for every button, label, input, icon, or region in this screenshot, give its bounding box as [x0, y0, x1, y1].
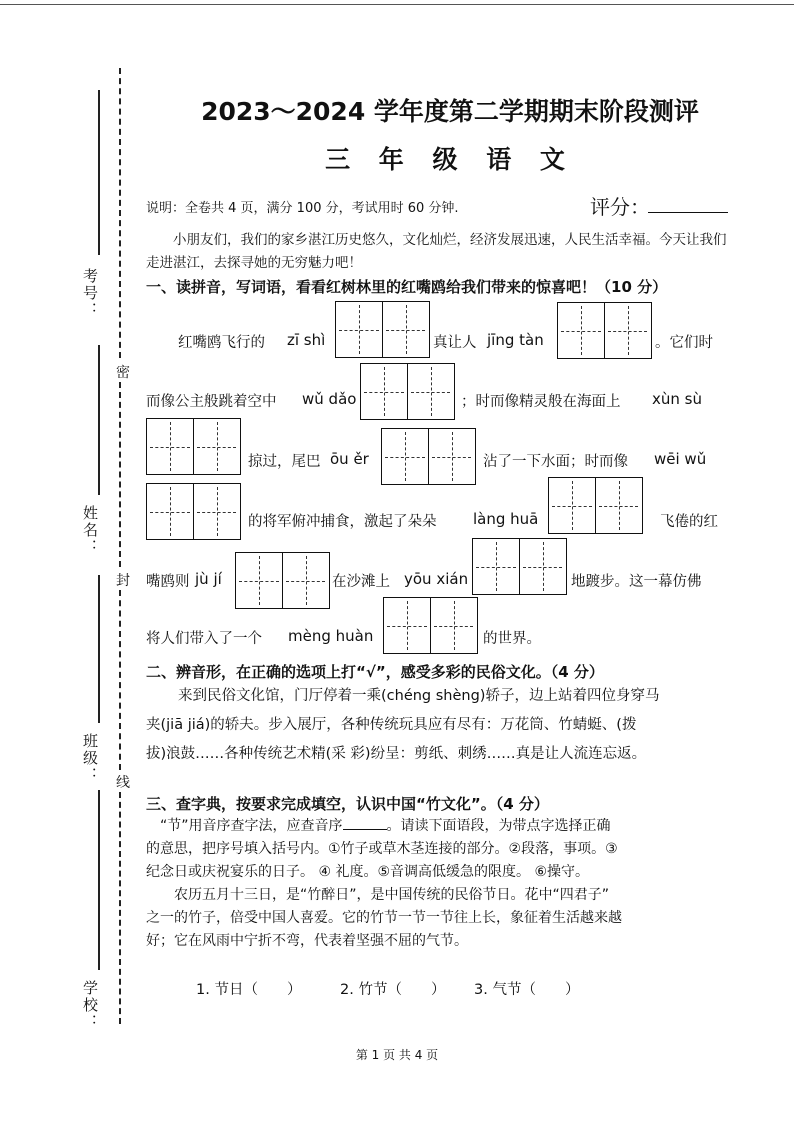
binding-line-school: [98, 790, 100, 970]
s1-text-6: 掠过，尾巴: [248, 454, 321, 470]
pinyin-jing-tan: jīng tàn: [487, 331, 544, 349]
seal-line-lower: [119, 590, 121, 770]
pinyin-ou-er: ōu ěr: [330, 450, 369, 468]
question-2[interactable]: 2. 竹节（ ）: [340, 982, 446, 998]
answer-box-lang-hua[interactable]: [548, 477, 643, 534]
exam-subtitle: 三 年 级 语 文: [325, 145, 575, 174]
seal-line-bottom: [119, 792, 121, 1024]
s1-text-13: 将人们带入了一个: [146, 631, 262, 647]
s3-line-2: 的意思，把序号填入括号内。①竹子或草木茎连接的部分。②段落，事项。③: [146, 841, 618, 857]
s1-text-9: 飞倦的红: [660, 514, 718, 530]
s1-text-8: 的将军俯冲捕食，激起了朵朵: [248, 514, 437, 530]
answer-box-ou-er[interactable]: [381, 428, 476, 485]
exam-title: 2023～2024 学年度第二学期期末阶段测评: [201, 97, 699, 126]
answer-box-xun-su[interactable]: [146, 418, 241, 475]
section1-heading: 一、读拼音，写词语，看看红树林里的红嘴鸥给我们带来的惊喜吧！（10 分）: [146, 278, 668, 296]
s1-text-7: 沾了一下水面；时而像: [483, 454, 628, 470]
pinyin-you-xian: yōu xián: [404, 570, 469, 588]
intro-paragraph: 小朋友们，我们的家乡湛江历史悠久，文化灿烂，经济发展迅速，人民生活幸福。今天让我们走进湛江，去探寻她的无穷魅力吧！: [146, 232, 727, 271]
binding-line-name: [98, 345, 100, 495]
pinyin-lang-hua: làng huā: [473, 510, 539, 528]
pinyin-ju-ji: jù jí: [195, 570, 222, 588]
exam-instructions: 说明：全卷共 4 页，满分 100 分，考试用时 60 分钟.: [146, 201, 459, 216]
s1-text-1: 红嘴鸥飞行的: [178, 335, 265, 351]
s1-text-3: 。它们时: [655, 335, 713, 351]
score-label: 评分：: [590, 195, 650, 219]
seal-mark-xian: 线: [116, 775, 130, 791]
answer-box-wei-wu[interactable]: [146, 483, 241, 540]
section3-heading: 三、查字典，按要求完成填空，认识中国“竹文化”。（4 分）: [146, 795, 549, 813]
answer-box-wu-dao[interactable]: [360, 363, 455, 420]
s1-text-14: 的世界。: [483, 631, 541, 647]
pinyin-zi-shi: zī shì: [287, 331, 326, 349]
binding-line-class: [98, 575, 100, 723]
section2-heading: 二、辨音形，在正确的选项上打“√”，感受多彩的民俗文化。（4 分）: [146, 663, 604, 681]
s3-line-4: 农历五月十三日，是“竹醉日”，是中国传统的民俗节日。花中“四君子”: [174, 887, 610, 903]
answer-box-meng-huan[interactable]: [383, 597, 478, 654]
s3-line-3: 纪念日或庆祝宴乐的日子。 ④ 礼度。⑤音调高低缓急的限度。 ⑥操守。: [146, 864, 590, 880]
s3-line-5: 之一的竹子，倍受中国人喜爱。它的竹节一节一节往上长，象征着生活越来越: [146, 910, 622, 926]
pinyin-wu-dao: wǔ dǎo: [302, 390, 357, 408]
s1-text-10: 嘴鸥则: [146, 574, 190, 590]
s3-line-1b: 。请读下面语段，为带点字选择正确: [386, 818, 611, 834]
s2-line-1: 来到民俗文化馆，门厅停着一乘(chéng shèng)轿子，边上站着四位身穿马: [178, 688, 660, 704]
section2-passage: [146, 682, 746, 769]
s1-text-12: 地踱步。这一幕仿佛: [571, 574, 702, 590]
seal-line-top: [119, 68, 121, 358]
s2-line-3: 拔)浪鼓……各种传统艺术精(采 彩)纷呈：剪纸、刺绣……真是让人流连忘返。: [146, 746, 647, 762]
s3-line-1a: “节”用音序查字法，应查音序: [160, 818, 343, 834]
pinyin-meng-huan: mèng huàn: [288, 627, 374, 645]
answer-box-zi-shi[interactable]: [335, 301, 430, 358]
binding-line-exam-no: [98, 90, 100, 255]
answer-box-jing-tan[interactable]: [557, 302, 652, 359]
yinxu-blank[interactable]: [343, 815, 387, 830]
answer-box-you-xian[interactable]: [472, 538, 567, 595]
s1-text-4: 而像公主般跳着空中: [146, 394, 277, 410]
answer-box-ju-ji[interactable]: [235, 552, 330, 609]
s1-text-11: 在沙滩上: [332, 574, 390, 590]
name-label: 姓名：: [81, 505, 99, 556]
question-1[interactable]: 1. 节日（ ）: [196, 982, 302, 998]
score-blank[interactable]: [648, 212, 728, 213]
question-3[interactable]: 3. 气节（ ）: [474, 982, 580, 998]
s2-line-2: 夹(jiā jiá)的轿夫。步入展厅，各种传统玩具应有尽有：万花筒、竹蜻蜓、(拨: [146, 717, 637, 733]
section3-passage: [146, 815, 746, 953]
class-label: 班级：: [81, 733, 99, 784]
page-footer: 第 1 页 共 4 页: [355, 1048, 439, 1062]
seal-mark-mi: 密: [116, 365, 130, 381]
seal-mark-feng: 封: [116, 573, 130, 589]
school-label: 学校：: [81, 980, 99, 1031]
exam-no-label: 考号：: [81, 268, 99, 319]
s1-text-2: 真让人: [433, 335, 477, 351]
seal-line-middle: [119, 382, 121, 567]
s1-text-5: ；时而像精灵般在海面上: [461, 394, 621, 410]
top-rule: [0, 4, 794, 5]
pinyin-wei-wu: wēi wǔ: [654, 450, 707, 468]
pinyin-xun-su: xùn sù: [652, 390, 702, 408]
s3-line-6: 好；它在风雨中宁折不弯，代表着坚强不屈的气节。: [146, 933, 468, 949]
